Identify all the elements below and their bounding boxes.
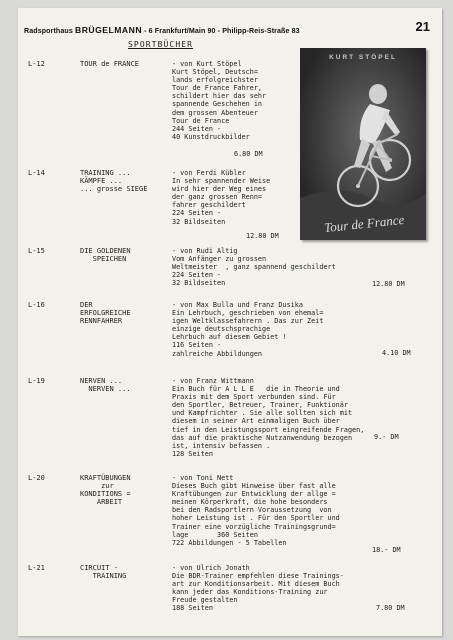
entry-description: - von Kurt Stöpel Kurt Stöpel, Deutsch= lands erfolgreichster Tour de France Fahrer, schildert hier das sehr spannende Geschehen in dem grossen Abenteuer Tour de France 244 Seiten - 40 Kunstdruckbilder	[172, 60, 267, 141]
entry-title: KRAFTÜBUNGEN zur KONDITIONS = ARBEIT	[80, 474, 131, 507]
cover-author: KURT STÖPEL	[329, 54, 397, 61]
entry-code: L-15	[28, 247, 45, 255]
entry-code: L-20	[28, 474, 45, 482]
header-prefix: Radsporthaus	[24, 27, 73, 35]
entry-title: DIE GOLDENEN SPEICHEN	[80, 247, 131, 264]
entry-price: 12.80 DM	[372, 280, 405, 288]
entry-code: L-12	[28, 60, 45, 68]
entry-title: TOUR de FRANCE	[80, 60, 140, 68]
entry-title: NERVEN ... NERVEN ...	[80, 377, 131, 394]
entry-description: - von Toni Nett Dieses Buch gibt Hinweise über fast alle Kraftübungen zur Entwicklung der allge = meinen Körperkraft, die hohe besonders bei den Radsportlern Voraussetzung von hoher Leistung ist . Für den Sportler und Trainer eine vorzügliche Trainingsgrund= lage 360 Seiten 722 Abbildungen - 5 Tabellen	[172, 474, 340, 547]
cover-title: Tour de France	[323, 211, 405, 236]
entry-price: 12.80 DM	[246, 232, 279, 240]
entry-price: 4.10 DM	[382, 349, 411, 357]
header-address: - 6 Frankfurt/Main 90 - Philipp-Reis-Straße 83	[144, 27, 300, 35]
cyclist-illustration	[300, 48, 426, 240]
entry-description: - von Ferdi Kübler In sehr spannender Weise wird hier der Weg eines der ganz grossen Renn= fahrer geschildert 224 Seiten - 32 Bildseiten	[172, 169, 271, 226]
entry-price: 9.- DM	[374, 433, 399, 441]
catalog-page	[18, 8, 442, 636]
entry-code: L-19	[28, 377, 45, 385]
entry-code: L-16	[28, 301, 45, 309]
entry-code: L-21	[28, 564, 45, 572]
entry-title: DER ERFOLGREICHE RENNFAHRER	[80, 301, 131, 326]
book-cover-image	[300, 48, 426, 240]
entry-price: 7.80 DM	[376, 604, 405, 612]
entry-description: - von Rudi Altig Vom Anfänger zu grossen Weltmeister , ganz spannend geschildert 224 Seiten - 32 Bildseiten	[172, 247, 336, 288]
section-title: SPORTBÜCHER	[128, 40, 194, 49]
entry-code: L-14	[28, 169, 45, 177]
entry-description: - von Ulrich Jonath Die BDR-Trainer empfehlen diese Trainings- art zur Konditionsarbeit. Mit diesem Buch kann jeder das Konditions-Training zur Freude gestalten 188 Seiten	[172, 564, 344, 613]
entry-price: 6.80 DM	[234, 150, 263, 158]
page-header	[24, 25, 414, 35]
entry-description: - von Max Bulla und Franz Dusika Ein Lehrbuch, geschrieben von ehemal= igen Weltklassefahrern . Das zur Zeit einzige deutschsprachige Lehrbuch auf diesem Gebiet ! 116 Seiten - zahlreiche Abbildungen	[172, 301, 324, 358]
entry-title: TRAINING ... KÄMPFE ... ... grosse SIEGE	[80, 169, 148, 194]
header-brand: BRÜGELMANN	[74, 25, 143, 35]
entry-price: 18.- DM	[372, 546, 401, 554]
entry-description: - von Franz Wittmann Ein Buch für A L L E die in Theorie und Praxis mit dem Sport verbunden sind. Für den Sportler, Betreuer, Trainer, Funktionär und Kampfrichter . Sie alle sollten sich mit diesem in seiner Art einmaligen Buch über tief in den Leistungssport eingreifende Fragen, das auf die praktische Nutzanwendung bezogen ist, intensiv befassen . 128 Seiten	[172, 377, 365, 458]
entry-title: CIRCUIT - TRAINING	[80, 564, 127, 581]
page-number: 21	[415, 19, 430, 34]
